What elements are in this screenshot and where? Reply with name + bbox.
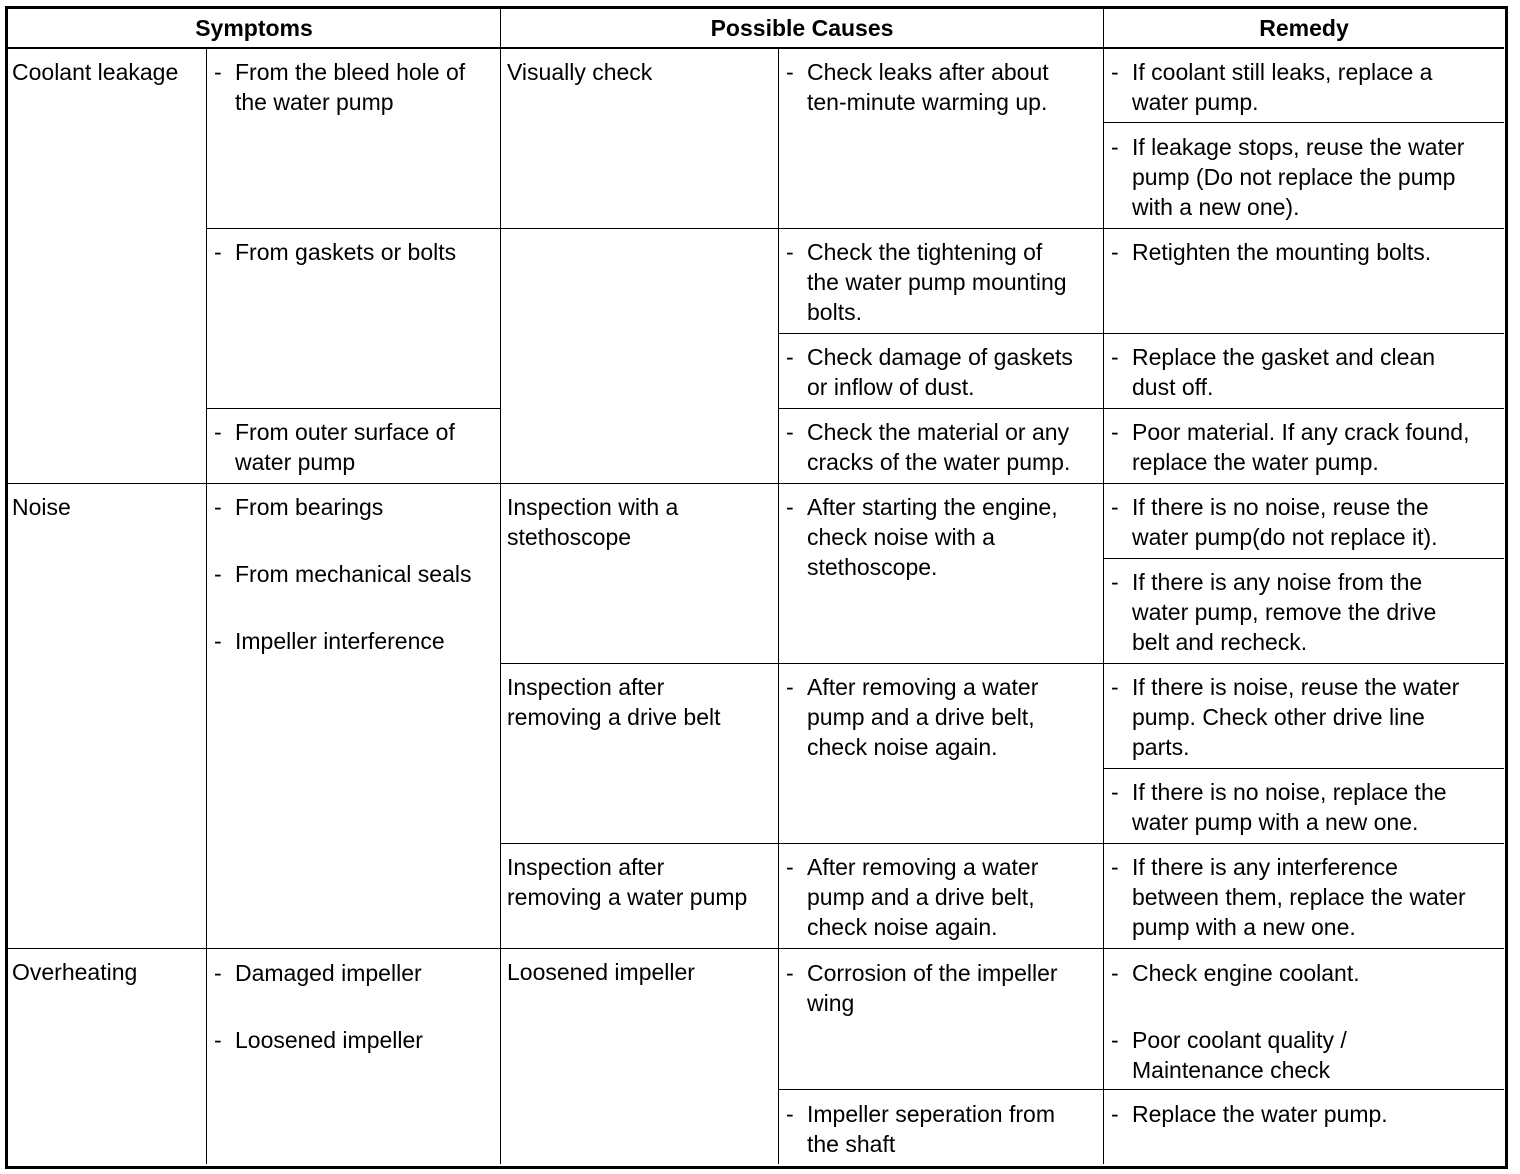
remedy-item [1111, 57, 1432, 117]
bullet-dash: - [1111, 569, 1119, 595]
remedy-item [1111, 1099, 1388, 1129]
text-line: the water pump [235, 89, 394, 115]
bullet-dash: - [214, 960, 222, 986]
text-line: From gaskets or bolts [235, 239, 457, 265]
bullet-dash: - [1111, 419, 1119, 445]
row-divider [779, 333, 1504, 334]
bullet-dash: - [214, 561, 222, 587]
bullet-dash: - [1111, 239, 1119, 265]
text-line: bolts. [807, 299, 862, 325]
column-divider [500, 7, 501, 1164]
remedy-item [1111, 492, 1438, 552]
check-item [786, 1099, 1055, 1159]
bullet-dash: - [1111, 1027, 1119, 1053]
text-line: Check the tightening of [807, 239, 1043, 265]
bullet-dash: - [214, 494, 222, 520]
bullet-dash: - [214, 59, 222, 85]
column-divider [206, 47, 207, 1164]
remedy-item [1111, 567, 1436, 657]
remedy-item [1111, 417, 1470, 477]
check-item [786, 492, 1058, 582]
text-line: between them, replace the water [1132, 884, 1466, 910]
inspection-method [507, 672, 721, 732]
text-line: Inspection after [507, 674, 665, 700]
remedy-item [1111, 958, 1360, 988]
text-line: If there is noise, reuse the water [1132, 674, 1460, 700]
text-line: water pump with a new one. [1132, 809, 1419, 835]
inspection-method [507, 852, 747, 912]
text-line: From the bleed hole of [235, 59, 466, 85]
text-line: pump with a new one. [1132, 914, 1356, 940]
check-item [786, 57, 1049, 117]
row-divider [1104, 768, 1504, 769]
bullet-dash: - [1111, 1101, 1119, 1127]
row-divider [779, 408, 1504, 409]
check-item [786, 672, 1038, 762]
text-line: or inflow of dust. [807, 374, 975, 400]
text-line: water pump(do not replace it). [1132, 524, 1438, 550]
row-divider [500, 663, 1504, 664]
text-line: Check damage of gaskets [807, 344, 1073, 370]
check-item [786, 342, 1073, 402]
text-line: From mechanical seals [235, 561, 472, 587]
text-line: the shaft [807, 1131, 896, 1157]
header-possible-causes: Possible Causes [710, 15, 894, 41]
text-line: From outer surface of [235, 419, 455, 445]
row-divider [500, 843, 1504, 844]
text-line: Maintenance check [1132, 1057, 1331, 1083]
header-divider [7, 47, 1504, 49]
symptom-category-overheating: Overheating [12, 959, 138, 985]
text-line: After removing a water [807, 854, 1039, 880]
text-line: Loosened impeller [235, 1027, 423, 1053]
symptom-item [214, 1025, 423, 1055]
row-divider [1104, 122, 1504, 123]
row-divider [207, 408, 500, 409]
header-remedy: Remedy [1259, 15, 1349, 41]
text-line: ten-minute warming up. [807, 89, 1048, 115]
remedy-item [1111, 852, 1466, 942]
bullet-dash: - [1111, 854, 1119, 880]
text-line: check noise with a [807, 524, 995, 550]
symptom-item [214, 958, 422, 988]
bullet-dash: - [1111, 674, 1119, 700]
bullet-dash: - [1111, 960, 1119, 986]
text-line: Check leaks after about [807, 59, 1049, 85]
text-line: pump and a drive belt, [807, 884, 1035, 910]
text-line: Retighten the mounting bolts. [1132, 239, 1432, 265]
text-line: From bearings [235, 494, 384, 520]
text-line: If coolant still leaks, replace a [1132, 59, 1433, 85]
text-line: water pump [235, 449, 356, 475]
column-divider [778, 47, 779, 1164]
bullet-dash: - [786, 494, 794, 520]
remedy-item [1111, 777, 1447, 837]
text-line: pump and a drive belt, [807, 704, 1035, 730]
text-line: removing a drive belt [507, 704, 721, 730]
text-line: Poor material. If any crack found, [1132, 419, 1470, 445]
inspection-method [507, 492, 678, 552]
symptom-item [214, 559, 471, 589]
symptom-item [214, 237, 456, 267]
text-line: cracks of the water pump. [807, 449, 1071, 475]
text-line: stethoscope [507, 524, 632, 550]
symptom-item [214, 417, 455, 477]
text-line: Corrosion of the impeller [807, 960, 1058, 986]
text-line: parts. [1132, 734, 1190, 760]
text-line: After starting the engine, [807, 494, 1058, 520]
row-divider [779, 1089, 1504, 1090]
bullet-dash: - [1111, 494, 1119, 520]
symptom-item [214, 492, 383, 522]
remedy-item [1111, 672, 1459, 762]
text-line: If there is no noise, replace the [1132, 779, 1447, 805]
check-item [786, 417, 1070, 477]
check-item [786, 852, 1038, 942]
text-line: check noise again. [807, 914, 998, 940]
row-divider [7, 948, 1504, 949]
bullet-dash: - [214, 419, 222, 445]
text-line: If there is no noise, reuse the [1132, 494, 1429, 520]
bullet-dash: - [1111, 134, 1119, 160]
row-divider [7, 483, 1504, 484]
text-line: Check engine coolant. [1132, 960, 1360, 986]
text-line: check noise again. [807, 734, 998, 760]
symptom-item [214, 57, 465, 117]
bullet-dash: - [1111, 59, 1119, 85]
text-line: Inspection after [507, 854, 665, 880]
text-line: Damaged impeller [235, 960, 422, 986]
bullet-dash: - [786, 1101, 794, 1127]
remedy-item [1111, 237, 1431, 267]
bullet-dash: - [786, 59, 794, 85]
text-line: Check the material or any [807, 419, 1070, 445]
bullet-dash: - [786, 239, 794, 265]
text-line: Impeller seperation from [807, 1101, 1055, 1127]
column-divider [1103, 7, 1104, 1164]
bullet-dash: - [214, 1027, 222, 1053]
row-divider [207, 228, 1504, 229]
inspection-method: Loosened impeller [507, 959, 695, 985]
text-line: wing [807, 990, 855, 1016]
bullet-dash: - [786, 419, 794, 445]
text-line: If leakage stops, reuse the water [1132, 134, 1465, 160]
text-line: dust off. [1132, 374, 1214, 400]
text-line: belt and recheck. [1132, 629, 1308, 655]
text-line: Impeller interference [235, 628, 445, 654]
text-line: water pump. [1132, 89, 1259, 115]
text-line: Replace the water pump. [1132, 1101, 1388, 1127]
remedy-item [1111, 342, 1435, 402]
symptom-item [214, 626, 445, 656]
remedy-item [1111, 1025, 1347, 1085]
bullet-dash: - [786, 960, 794, 986]
bullet-dash: - [214, 628, 222, 654]
text-line: Poor coolant quality / [1132, 1027, 1347, 1053]
bullet-dash: - [1111, 344, 1119, 370]
inspection-method: Visually check [507, 59, 653, 85]
row-divider [1104, 558, 1504, 559]
bullet-dash: - [1111, 779, 1119, 805]
bullet-dash: - [786, 344, 794, 370]
check-item [786, 958, 1058, 1018]
text-line: replace the water pump. [1132, 449, 1379, 475]
text-line: After removing a water [807, 674, 1039, 700]
text-line: the water pump mounting [807, 269, 1067, 295]
check-item [786, 237, 1067, 327]
text-line: stethoscope. [807, 554, 938, 580]
text-line: If there is any interference [1132, 854, 1398, 880]
bullet-dash: - [786, 674, 794, 700]
text-line: removing a water pump [507, 884, 748, 910]
text-line: water pump, remove the drive [1132, 599, 1437, 625]
text-line: pump. Check other drive line [1132, 704, 1425, 730]
text-line: Replace the gasket and clean [1132, 344, 1436, 370]
bullet-dash: - [214, 239, 222, 265]
text-line: Inspection with a [507, 494, 679, 520]
header-symptoms: Symptoms [195, 15, 313, 41]
symptom-category-noise: Noise [12, 494, 71, 520]
bullet-dash: - [786, 854, 794, 880]
symptom-category-coolant-leakage: Coolant leakage [12, 59, 179, 85]
text-line: pump (Do not replace the pump [1132, 164, 1456, 190]
text-line: If there is any noise from the [1132, 569, 1423, 595]
remedy-item [1111, 132, 1464, 222]
text-line: with a new one). [1132, 194, 1300, 220]
